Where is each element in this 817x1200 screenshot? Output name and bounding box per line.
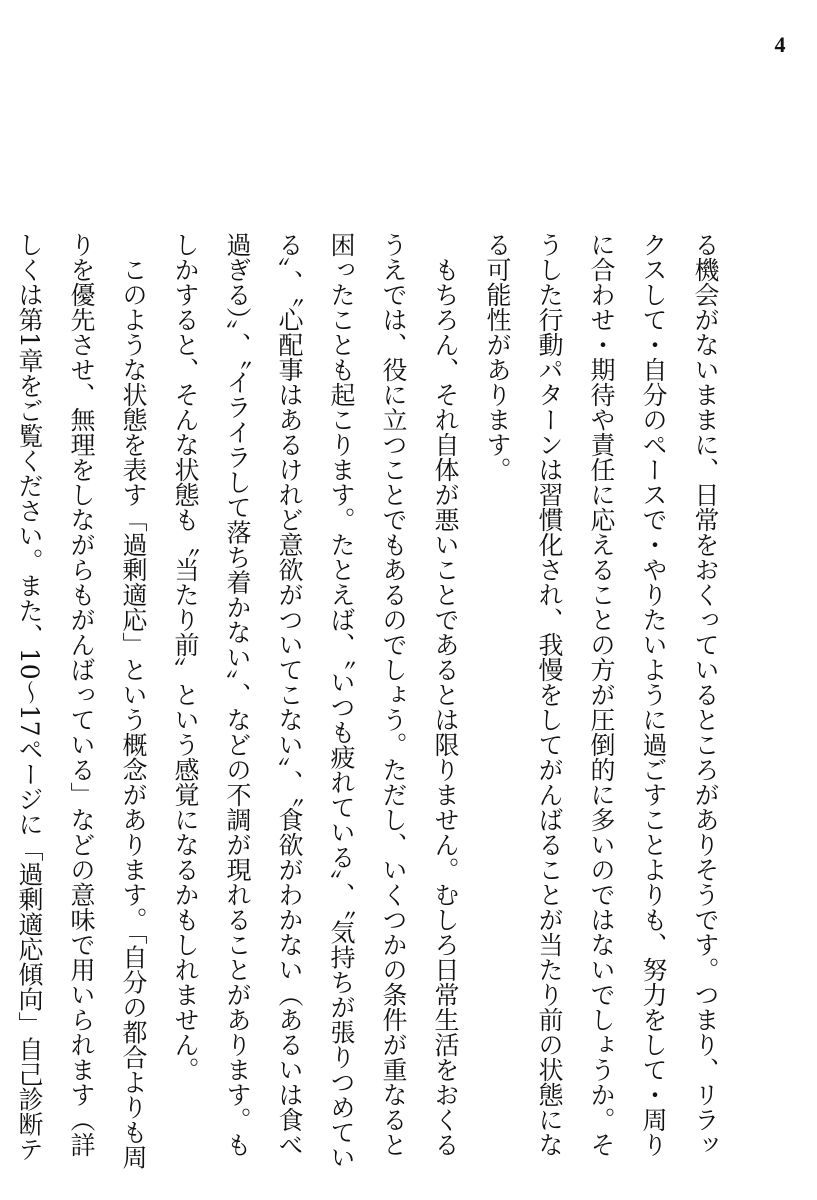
paragraph-1: る機会がないままに、日常をおくっているところがありそうです。つまり、リラックスして・自分のペースで・やりたいように過ごすことよりも、努力をして・周りに合わせ・期待や責任に応えることの方が圧倒的に多いのではないでしょうか。そうした行動パターンは習慣化され、我慢をしてがんばることが当たり前の状態になる可能性があります。 xyxy=(483,232,720,1157)
body-text xyxy=(15,232,731,1172)
paragraph-2: もちろん、それ自体が悪いことであるとは限りません。むしろ日常生活をおくるうえでは、役に立つことでもあるのでしょう。ただし、いくつかの条件が重なると困ったことも起こります。たとえば、〝いつも疲れている〟、〝気持ちが張りつめている〟、〝心配事はあるけれど意欲がついてこない〟、〝食欲がわかない（あるいは食べ過ぎる）〟、〝イライラして落ち着かない〟、などの不調が現れることがあります。もしかすると、そんな状態も〝当たり前〟という感覚になるかもしれません。 xyxy=(171,232,460,1170)
page-number: 4 xyxy=(774,32,786,57)
paragraph-3: このような状態を表す「過剰適応」という概念があります。「自分の都合よりも周りを優先させ、無理をしながらもがんばっている」などの意味で用いられます（詳しくは第1章をご覧ください。また、10〜17ページに「過剰適応傾向」自己診断テ xyxy=(15,232,148,1170)
